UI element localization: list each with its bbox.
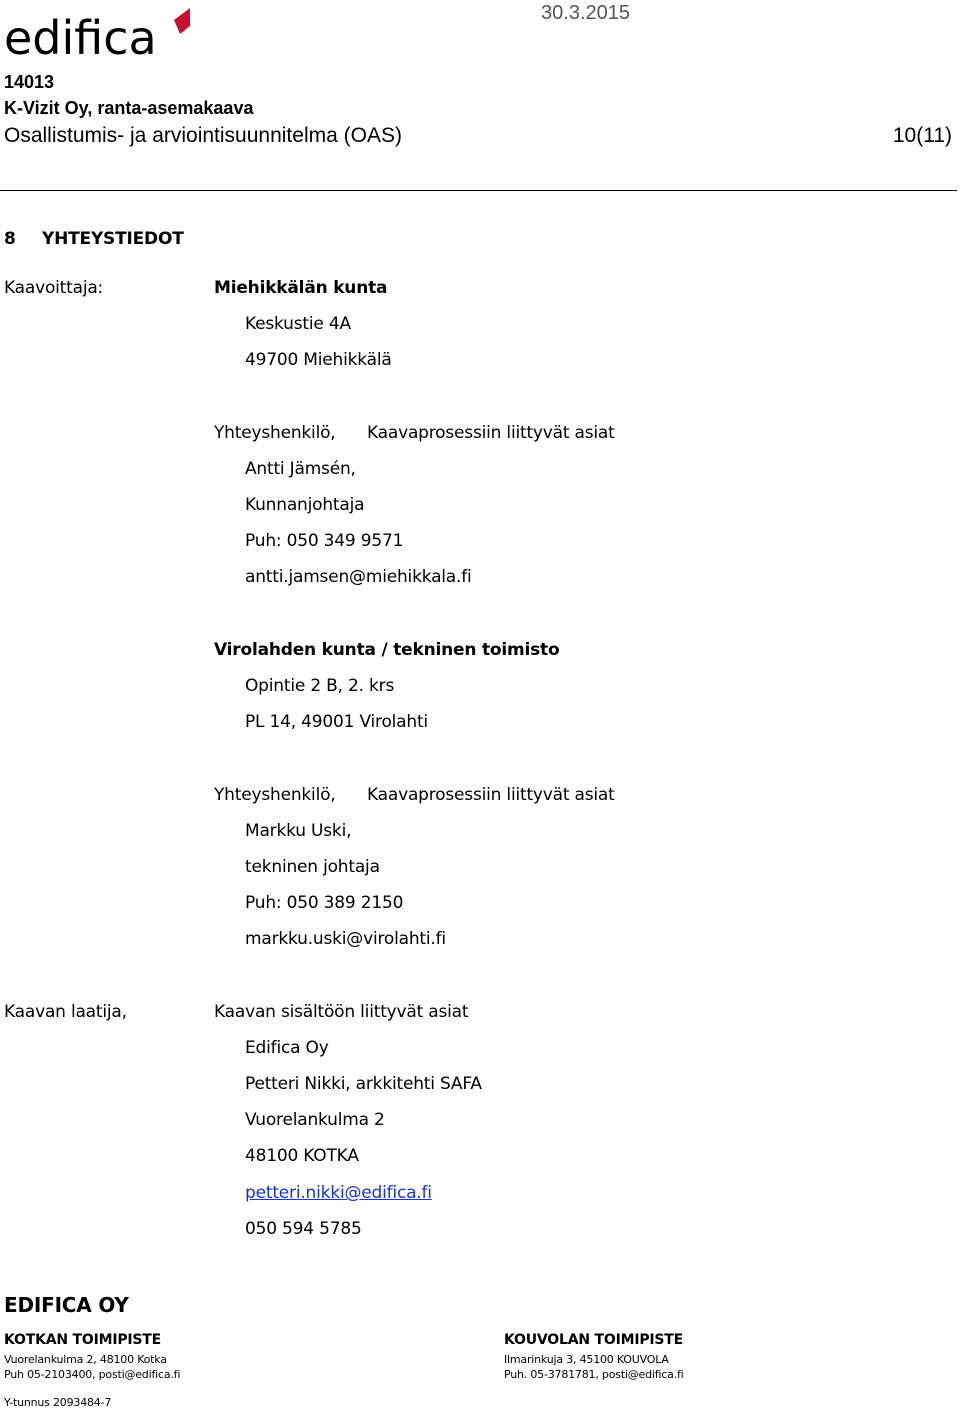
org2-name: Virolahden kunta / tekninen toimisto <box>214 640 560 660</box>
org1-phone: Puh: 050 349 9571 <box>245 531 404 551</box>
project-number: 14013 <box>4 72 55 92</box>
footer-office1-title: KOTKAN TOIMIPISTE <box>4 1332 162 1348</box>
footer-office1-address: Vuorelankulma 2, 48100 Kotka <box>4 1353 167 1366</box>
author-person: Petteri Nikki, arkkitehti SAFA <box>245 1074 482 1094</box>
footer-office2-address: Ilmarinkuja 3, 45100 KOUVOLA <box>504 1353 669 1366</box>
org1-role: Kunnanjohtaja <box>245 495 365 515</box>
page-number: 10(11) <box>892 124 952 147</box>
author-company: Edifica Oy <box>245 1038 329 1058</box>
edifica-logo <box>4 4 194 60</box>
section-title: YHTEYSTIEDOT <box>42 229 184 249</box>
org2-postal: PL 14, 49001 Virolahti <box>245 712 428 732</box>
document-date: 30.3.2015 <box>541 2 630 24</box>
org1-street: Keskustie 4A <box>245 314 351 334</box>
planner-label: Kaavoittaja: <box>4 278 104 298</box>
author-label: Kaavan laatija, <box>4 1002 127 1022</box>
org2-person: Markku Uski, <box>245 821 352 841</box>
author-email-link[interactable]: petteri.nikki@edifica.fi <box>245 1183 432 1203</box>
author-topic: Kaavan sisältöön liittyvät asiat <box>214 1002 469 1022</box>
project-title: K-Vizit Oy, ranta-asemakaava <box>4 98 254 118</box>
org2-contact-label: Yhteyshenkilö, <box>214 785 336 805</box>
org2-contact-topic: Kaavaprosessiin liittyvät asiat <box>367 785 615 805</box>
org1-email: antti.jamsen@miehikkala.fi <box>245 567 472 587</box>
footer-business-id: Y-tunnus 2093484-7 <box>4 1396 112 1409</box>
document-title: Osallistumis- ja arviointisuunnitelma (OAS) <box>4 124 402 147</box>
author-phone: 050 594 5785 <box>245 1219 362 1239</box>
footer-office1-contact: Puh 05-2103400, posti@edifica.fi <box>4 1368 181 1381</box>
org2-street: Opintie 2 B, 2. krs <box>245 676 395 696</box>
org1-person: Antti Jämsén, <box>245 459 356 479</box>
footer-office2-title: KOUVOLAN TOIMIPISTE <box>504 1332 683 1348</box>
author-postal: 48100 KOTKA <box>245 1146 359 1166</box>
org2-email: markku.uski@virolahti.fi <box>245 929 446 949</box>
org1-contact-topic: Kaavaprosessiin liittyvät asiat <box>367 423 615 443</box>
org1-contact-label: Yhteyshenkilö, <box>214 423 336 443</box>
org1-name: Miehikkälän kunta <box>214 278 388 298</box>
svg-text:edifica: edifica <box>4 11 157 60</box>
section-number: 8 <box>4 229 16 249</box>
header-divider <box>0 190 957 191</box>
footer-company: EDIFICA OY <box>4 1293 129 1317</box>
author-street: Vuorelankulma 2 <box>245 1110 385 1130</box>
footer-office2-contact: Puh. 05-3781781, posti@edifica.fi <box>504 1368 684 1381</box>
org1-postal: 49700 Miehikkälä <box>245 350 392 370</box>
org2-phone: Puh: 050 389 2150 <box>245 893 404 913</box>
org2-role: tekninen johtaja <box>245 857 380 877</box>
